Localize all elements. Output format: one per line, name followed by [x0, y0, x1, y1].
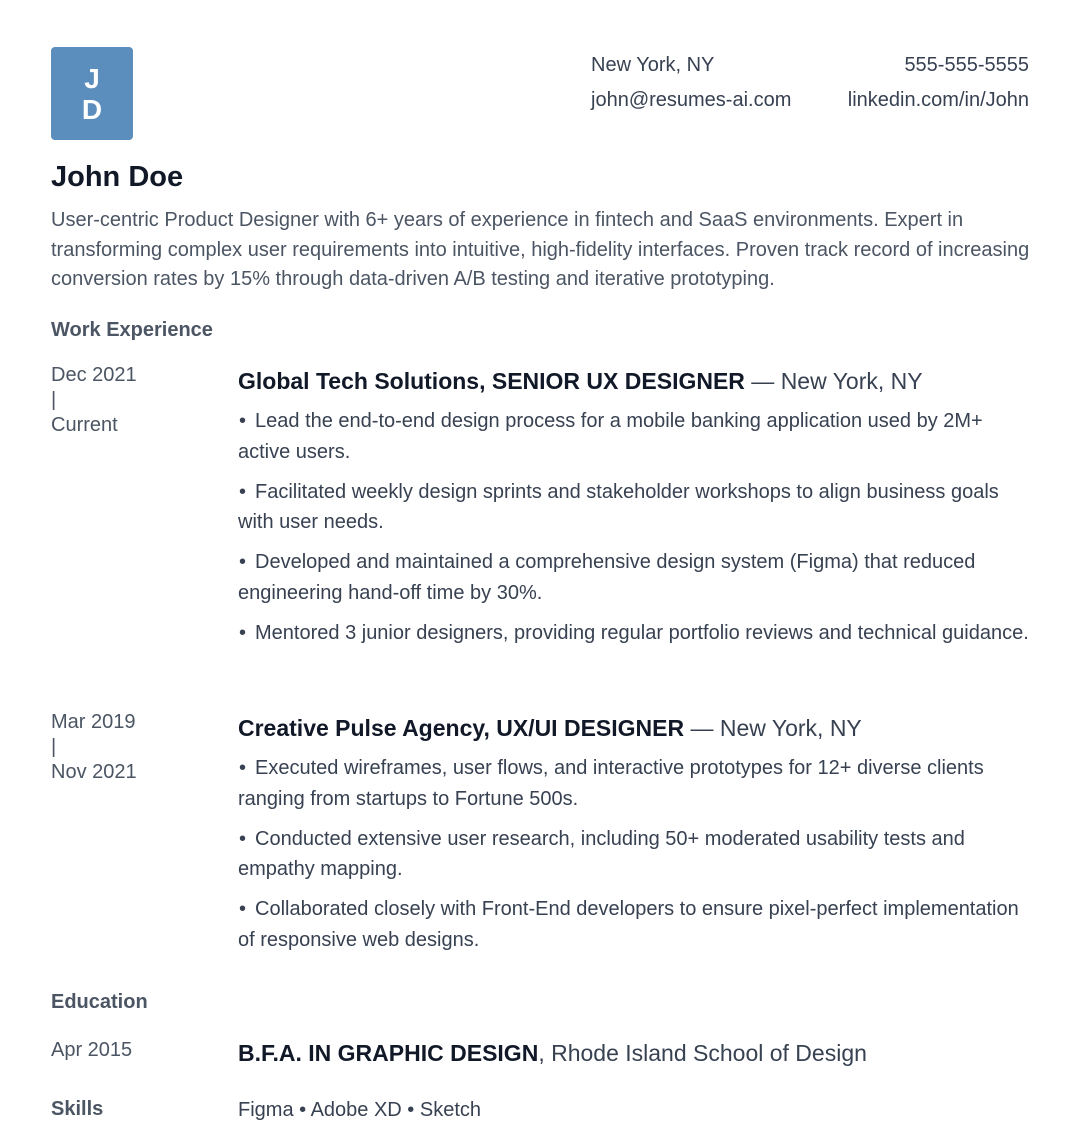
job-bullet-list	[238, 753, 1038, 955]
job-bullet: • Lead the end-to-end design process for a mobile banking application used by 2M+ active users.	[238, 406, 1038, 467]
professional-summary: User-centric Product Designer with 6+ years of experience in fintech and SaaS environments. Expert in transforming complex user requirements into intuitive, high-fidelity interfaces. Proven track record of increasing conversion rates by 15% through data-driven A/B testing and iterative prototyping.	[51, 209, 1030, 290]
contact-linkedin[interactable]: linkedin.com/in/John	[847, 89, 1029, 111]
job-bullet: • Developed and maintained a comprehensive design system (Figma) that reduced engineering hand-off time by 30%.	[238, 547, 1038, 608]
job-bullet: • Executed wireframes, user flows, and interactive prototypes for 12+ diverse clients ranging from startups to Fortune 500s.	[238, 753, 1038, 814]
education-school: , Rhode Island School of Design	[538, 1040, 867, 1066]
job-start-date: Mar 2019	[51, 711, 136, 733]
job-bullet-list	[238, 406, 1038, 648]
education-entry	[238, 1040, 867, 1067]
job-start-date: Dec 2021	[51, 364, 137, 386]
job-location: — New York, NY	[684, 715, 862, 741]
job-heading	[238, 366, 1038, 396]
section-title-education: Education	[51, 991, 148, 1013]
section-title-work-experience: Work Experience	[51, 319, 213, 341]
job-end-date: Current	[51, 414, 118, 436]
job-bullet: • Collaborated closely with Front-End developers to ensure pixel-perfect implementation of responsive web designs.	[238, 894, 1038, 955]
contact-column-right	[848, 48, 1029, 118]
contact-email[interactable]: john@resumes-ai.com	[591, 89, 792, 111]
skills-list: Figma • Adobe XD • Sketch	[238, 1099, 482, 1121]
section-title-skills: Skills	[51, 1098, 104, 1120]
job-bullet: • Mentored 3 junior designers, providing regular portfolio reviews and technical guidance.	[238, 618, 1038, 649]
job-bullet: • Facilitated weekly design sprints and stakeholder workshops to align business goals with user needs.	[238, 477, 1038, 538]
job-entry	[238, 713, 1038, 965]
contact-location: New York, NY	[591, 54, 715, 76]
education-degree: B.F.A. IN GRAPHIC DESIGN	[238, 1040, 539, 1066]
job-company-title: Creative Pulse Agency, UX/UI DESIGNER	[238, 715, 685, 741]
education-date: Apr 2015	[51, 1039, 133, 1061]
date-separator: |	[51, 736, 57, 758]
monogram-initial-last: D	[81, 93, 103, 125]
job-end-date: Nov 2021	[51, 761, 137, 783]
job-company-title: Global Tech Solutions, SENIOR UX DESIGNER	[238, 368, 745, 394]
job-location: — New York, NY	[744, 368, 923, 394]
job-heading	[238, 713, 1038, 743]
contact-column-left	[591, 48, 791, 118]
job-dates	[51, 710, 137, 785]
monogram-avatar	[51, 47, 133, 140]
contact-phone[interactable]: 555-555-5555	[904, 54, 1029, 76]
date-separator: |	[51, 389, 57, 411]
job-entry	[238, 366, 1038, 658]
monogram-initial-first: J	[84, 62, 100, 94]
candidate-name: John Doe	[51, 161, 184, 193]
job-bullet: • Conducted extensive user research, including 50+ moderated usability tests and empathy mapping.	[238, 824, 1038, 885]
job-dates	[51, 363, 137, 438]
